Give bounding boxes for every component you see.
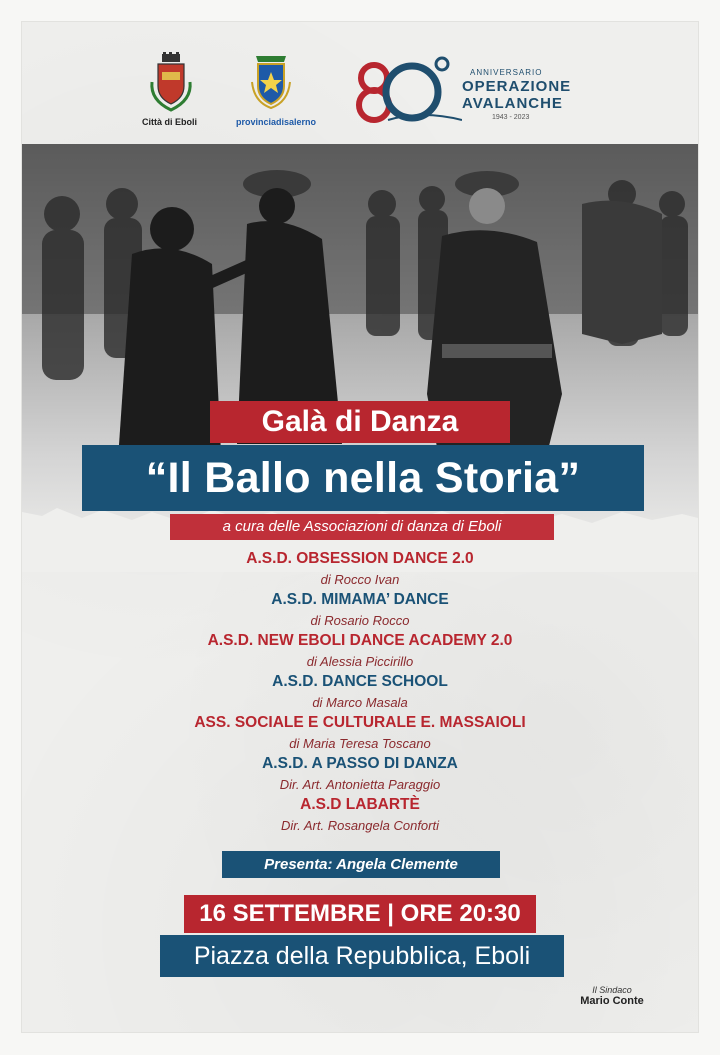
gala-heading: Galà di Danza [210, 401, 510, 443]
city-label: Città di Eboli [142, 117, 197, 127]
school-director: Dir. Art. Antonietta Paraggio [279, 777, 441, 792]
school-name: A.S.D. MIMAMA’ DANCE [271, 591, 449, 608]
school-director: di Rosario Rocco [310, 613, 410, 628]
school-director: di Marco Masala [312, 695, 408, 710]
eboli-crest-icon [148, 52, 194, 112]
school-name: ASS. SOCIALE E CULTURALE E. MASSAIOLI [194, 714, 526, 731]
mayor-signature [557, 985, 667, 1007]
presenter-label: Presenta: Angela Clemente [222, 851, 500, 878]
anniversary-small-label: ANNIVERSARIO [470, 68, 543, 77]
school-name: A.S.D. A PASSO DI DANZA [262, 755, 458, 772]
school-name: A.S.D. OBSESSION DANCE 2.0 [246, 550, 474, 567]
province-crest-icon [248, 52, 294, 112]
school-name: A.S.D. DANCE SCHOOL [272, 673, 448, 690]
mayor-label: Il Sindaco [592, 985, 632, 995]
anniversary-line1: OPERAZIONE [462, 78, 572, 95]
anniversary-logo [352, 50, 592, 130]
eighty-mark-icon [352, 50, 462, 130]
event-place: Piazza della Repubblica, Eboli [160, 935, 564, 977]
header-logos [22, 22, 698, 142]
school-name: A.S.D. NEW EBOLI DANCE ACADEMY 2.0 [207, 632, 513, 649]
anniversary-years: 1943 - 2023 [492, 114, 530, 121]
schools-list [22, 549, 698, 836]
anniversary-line2: AVALANCHE [462, 95, 563, 112]
province-label: provinciadisalerno [236, 117, 317, 127]
school-name: A.S.D LABARTÈ [300, 796, 420, 813]
subtitle: a cura delle Associazioni di danza di Eboli [170, 514, 554, 540]
mayor-name: Mario Conte [580, 995, 644, 1007]
school-director: di Rocco Ivan [320, 572, 400, 587]
school-director: di Alessia Piccirillo [306, 654, 414, 669]
school-director: di Maria Teresa Toscano [289, 736, 431, 751]
poster [22, 22, 698, 1032]
event-date: 16 SETTEMBRE | ORE 20:30 [184, 895, 536, 933]
main-title: “Il Ballo nella Storia” [82, 445, 644, 511]
school-director: Dir. Art. Rosangela Conforti [281, 818, 439, 833]
